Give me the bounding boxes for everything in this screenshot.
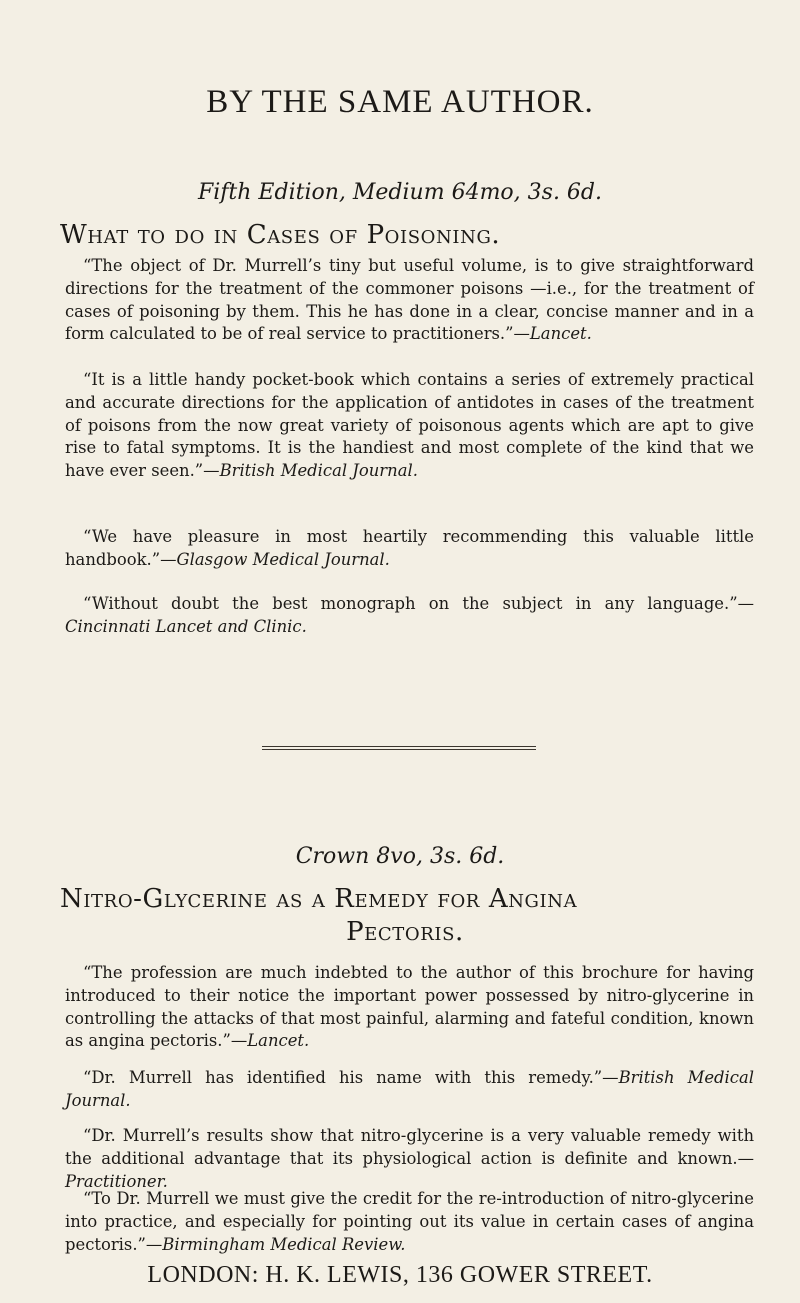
review-source: Lancet.: [247, 1031, 310, 1051]
review-text: “The object of Dr. Murrell’s tiny but useful volume, is to give straightforward directions for the treatment of the commoner poisons —i.e., for the treatment of cases of poisoning by them. This he has done in a clear, concise manner and in a form calculated to be of real service to practitioners.”—: [65, 256, 754, 344]
book-2-review-2: [65, 1067, 754, 1113]
review-source: British Medical Journal.: [65, 1068, 754, 1110]
review-text: “The profession are much indebted to the author of this brochure for having introduced to their notice the important power possessed by nitro-glycerine in controlling the attacks of that most painful, alarming and fateful condition, known as angina pectoris.”—: [65, 963, 754, 1051]
book-2-title-continued: Pectoris.: [346, 917, 464, 947]
review-text: “To Dr. Murrell we must give the credit for the re-introduction of nitro-glycerine into practice, and especially for pointing out its value in certain cases of angina pectoris.”—: [65, 1189, 754, 1254]
page-heading: BY THE SAME AUTHOR.: [206, 84, 594, 120]
book-1-review-3: [65, 526, 754, 572]
review-source: Cincinnati Lancet and Clinic.: [65, 616, 307, 636]
review-text: “We have pleasure in most heartily recommending this valuable little handbook.”—: [65, 527, 754, 569]
book-2-edition: Crown 8vo, 3s. 6d.: [295, 844, 505, 869]
review-source: Lancet.: [529, 324, 592, 344]
review-text: “Without doubt the best monograph on the subject in any language.”—: [83, 594, 754, 613]
book-2-review-1: [65, 962, 754, 1053]
book-1-review-2: [65, 369, 754, 483]
publisher-imprint: LONDON: H. K. LEWIS, 136 GOWER STREET.: [147, 1262, 653, 1288]
review-text: “Dr. Murrell has identified his name with this remedy.”—: [83, 1068, 619, 1087]
review-source: British Medical Journal.: [219, 461, 418, 481]
book-2-review-3: [65, 1125, 754, 1193]
book-2-review-4: [65, 1188, 754, 1256]
book-1-title: What to do in Cases of Poisoning.: [60, 220, 501, 250]
review-text: “Dr. Murrell’s results show that nitro-glycerine is a very valuable remedy with the additional advantage that its physiological action is definite and known.—: [65, 1126, 754, 1168]
review-source: Practitioner.: [65, 1171, 168, 1191]
review-text: “It is a little handy pocket-book which contains a series of extremely practical and accurate directions for the application of antidotes in cases of the treatment of poisons from the now great variety of poisonous agents which are apt to give rise to fatal symptoms. It is the handiest and most complete of the kind that we have ever seen.”—: [65, 370, 754, 481]
book-1-review-1: [65, 255, 754, 346]
book-2-title: Nitro-Glycerine as a Remedy for Angina: [60, 884, 578, 914]
book-1-edition: Fifth Edition, Medium 64mo, 3s. 6d.: [197, 180, 603, 205]
section-divider: [262, 746, 536, 750]
review-source: Birmingham Medical Review.: [162, 1234, 406, 1254]
book-1-review-4: [65, 593, 754, 639]
review-source: Glasgow Medical Journal.: [176, 549, 390, 569]
